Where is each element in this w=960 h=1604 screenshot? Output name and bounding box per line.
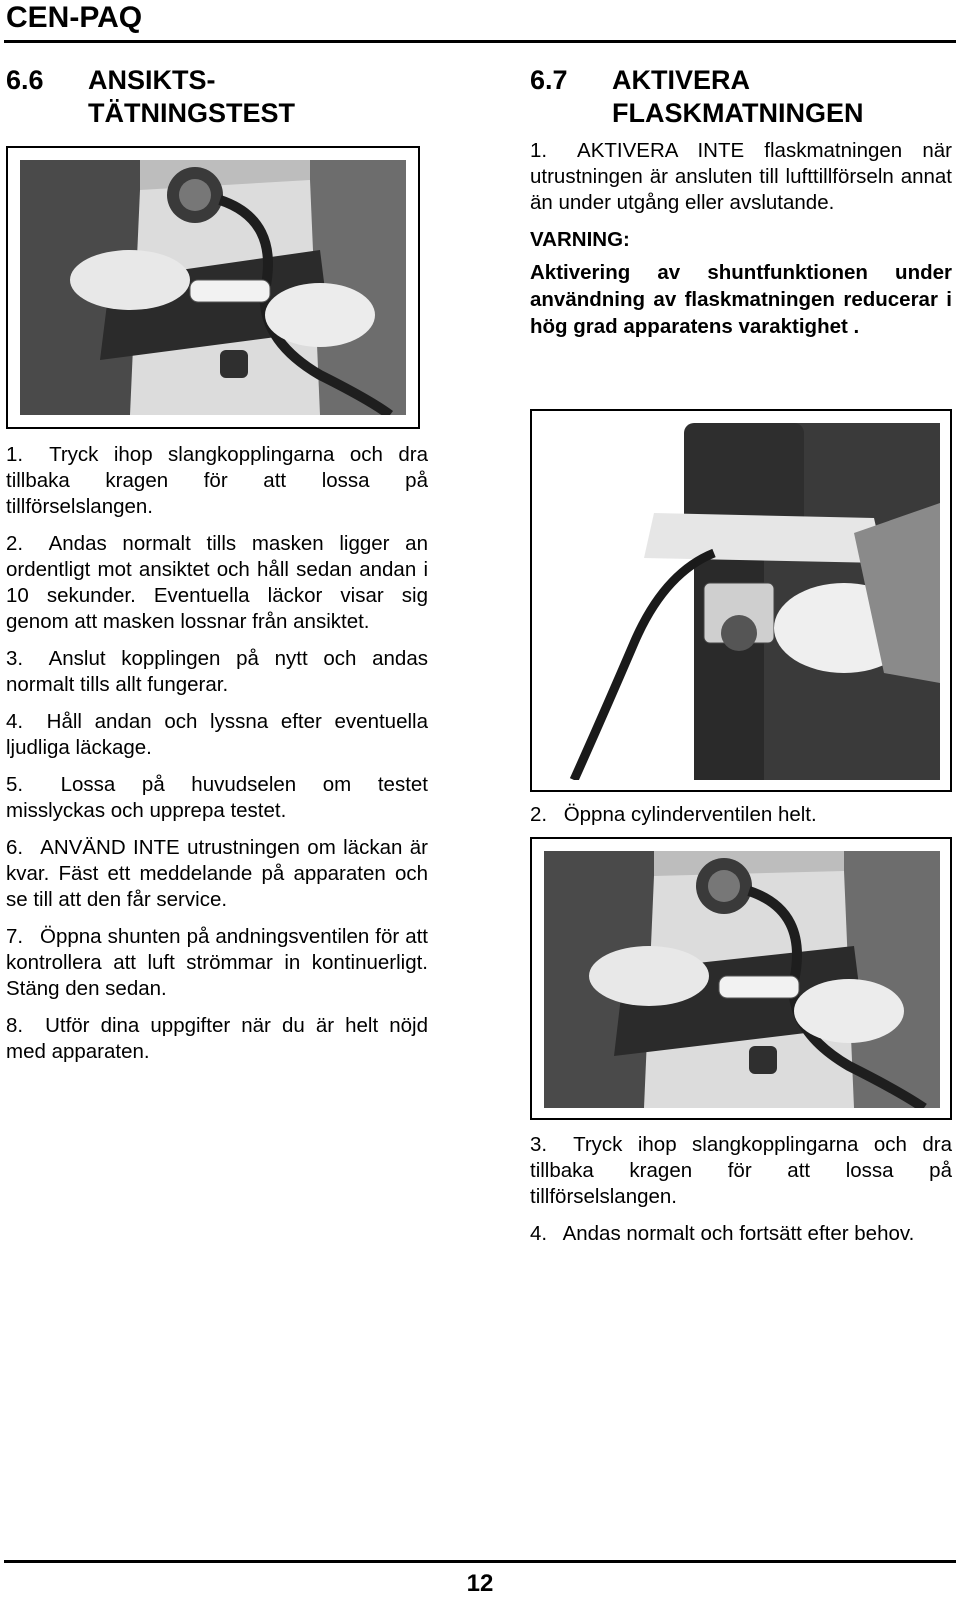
section-heading-6-6 bbox=[6, 64, 426, 134]
page-number: 12 bbox=[466, 1570, 494, 1597]
list-item: 1. Tryck ihop slangkopplingarna och dra tillbaka kragen för att lossa på tillförselslangen. bbox=[6, 443, 429, 518]
section-number: 6.7 bbox=[530, 65, 568, 95]
header-rule bbox=[4, 40, 956, 43]
list-item: 4. Andas normalt och fortsätt efter behov. bbox=[530, 1222, 915, 1245]
list-item: 1. AKTIVERA INTE flaskmatningen när utrustningen är ansluten till lufttillförseln annat än under utgång eller avslutande. bbox=[530, 139, 952, 214]
warning-text: Aktivering av shuntfunktionen under användning av flaskmatningen reducerar i hög grad apparatens varaktighet . bbox=[530, 261, 952, 338]
list-item: 2. Öppna cylinderventilen helt. bbox=[530, 803, 817, 826]
list-item: 2. Andas normalt tills masken ligger an ordentligt mot ansiktet och håll sedan andan i 10 sekunder. Eventuella läckor visar sig genom att masken lossnar från ansiktet. bbox=[6, 532, 428, 633]
photo-hose-coupling bbox=[6, 146, 420, 429]
section-title-line2: FLASKMATNINGEN bbox=[612, 98, 864, 128]
photo-hose-coupling-2 bbox=[530, 837, 952, 1120]
photo-cylinder-valve bbox=[530, 409, 952, 792]
right-step2 bbox=[530, 802, 952, 839]
list-item: 7. Öppna shunten på andningsventilen för att kontrollera att luft strömmar in kontinuerligt. Stäng den sedan. bbox=[6, 925, 428, 1000]
list-item: 6. ANVÄND INTE utrustningen om läckan är kvar. Fäst ett meddelande på apparaten och se till att den får service. bbox=[6, 836, 428, 911]
section-title-line1: AKTIVERA bbox=[612, 65, 751, 95]
list-item: 3. Anslut kopplingen på nytt och andas normalt tills allt fungerar. bbox=[6, 647, 428, 696]
right-steps-3-4 bbox=[530, 1132, 952, 1258]
list-item: 5. Lossa på huvudselen om testet misslyckas och upprepa testet. bbox=[6, 773, 428, 822]
list-item: 3. Tryck ihop slangkopplingarna och dra tillbaka kragen för att lossa på tillförselslangen. bbox=[530, 1133, 953, 1208]
right-intro bbox=[530, 138, 952, 340]
brand-header: CEN-PAQ bbox=[6, 1, 143, 34]
warning-title: VARNING: bbox=[530, 228, 630, 251]
hose-coupling-photo-icon bbox=[20, 160, 406, 415]
list-item: 8. Utför dina uppgifter när du är helt nöjd med apparaten. bbox=[6, 1014, 428, 1063]
cylinder-valve-photo-icon bbox=[544, 423, 940, 780]
section-number: 6.6 bbox=[6, 65, 44, 95]
hose-coupling-photo-icon bbox=[544, 851, 940, 1108]
left-steps-list bbox=[6, 442, 428, 1076]
footer-rule bbox=[4, 1560, 956, 1563]
section-title-line1: ANSIKTS- bbox=[88, 65, 216, 95]
section-title-line2: TÄTNINGSTEST bbox=[88, 98, 295, 128]
list-item: 4. Håll andan och lyssna efter eventuella ljudliga läckage. bbox=[6, 710, 428, 759]
section-heading-6-7 bbox=[530, 64, 952, 134]
